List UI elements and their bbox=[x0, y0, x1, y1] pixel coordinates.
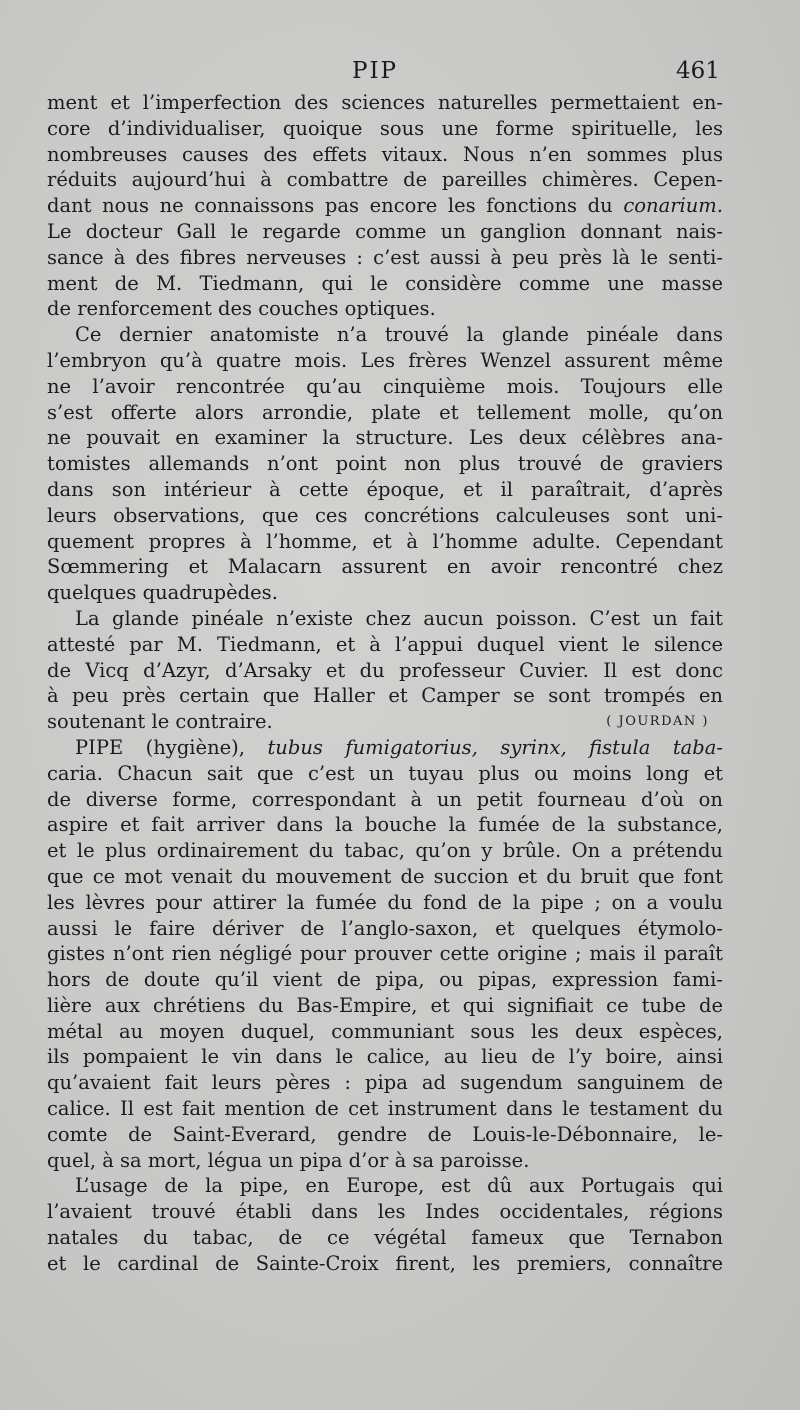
text-line: aspire et fait arriver dans la bouche la fumée de la substance, bbox=[47, 813, 723, 837]
paragraph-5 bbox=[47, 1173, 723, 1276]
author-signature: ( JOURDAN ) bbox=[606, 714, 709, 730]
text-line: quelques quadrupèdes. bbox=[47, 581, 278, 605]
text-line: sance à des fibres nerveuses : c’est aussi à peu près là le senti- bbox=[47, 245, 723, 269]
text-line: attesté par M. Tiedmann, et à l’appui duquel vient le silence bbox=[47, 632, 723, 656]
text-body bbox=[47, 90, 723, 1277]
text-line: caria. Chacun sait que c’est un tuyau plus ou moins long et bbox=[47, 761, 723, 785]
text-line: les lèvres pour attirer la fumée du fond de la pipe ; on a voulu bbox=[47, 890, 723, 914]
text-line: dans son intérieur à cette époque, et il paraîtrait, d’après bbox=[47, 477, 723, 501]
text-line: La glande pinéale n’existe chez aucun poisson. C’est un fait bbox=[75, 606, 723, 630]
entry-head: PIPE (hygiène), bbox=[75, 735, 245, 759]
text-line: quel, à sa mort, légua un pipa d’or à sa paroisse. bbox=[47, 1148, 530, 1172]
text-line: gistes n’ont rien négligé pour prouver cette origine ; mais il paraît bbox=[47, 942, 723, 966]
text-line: et le cardinal de Sainte-Croix firent, les premiers, connaître bbox=[47, 1251, 723, 1275]
text-line: à peu près certain que Haller et Camper se sont trompés en bbox=[47, 684, 723, 708]
text-line: Le docteur Gall le regarde comme un ganglion donnant nais- bbox=[47, 219, 723, 243]
text-line: Ce dernier anatomiste n’a trouvé la glande pinéale dans bbox=[75, 323, 723, 347]
text-line: tomistes allemands n’ont point non plus trouvé de graviers bbox=[47, 452, 723, 476]
text-line bbox=[47, 735, 723, 761]
text-line: de renforcement des couches optiques. bbox=[47, 297, 436, 321]
text-line: l’avaient trouvé établi dans les Indes occidentales, régions bbox=[47, 1200, 723, 1224]
text-segment: dant nous ne connaissons pas encore les fonctions du bbox=[47, 194, 613, 218]
text-line: hors de doute qu’il vient de pipa, ou pipas, expression fami- bbox=[47, 968, 723, 992]
paragraph-1 bbox=[47, 90, 723, 322]
text-line: métal au moyen duquel, communiant sous les deux espèces, bbox=[47, 1019, 723, 1043]
page-number: 461 bbox=[676, 58, 720, 84]
text-line: aussi le faire dériver de l’anglo-saxon, et quelques étymolo- bbox=[47, 916, 723, 940]
text-line: de diverse forme, correspondant à un petit fourneau d’où on bbox=[47, 787, 723, 811]
text-line: L’usage de la pipe, en Europe, est dû aux Portugais qui bbox=[75, 1174, 723, 1198]
text-line: ils pompaient le vin dans le calice, au lieu de l’y boire, ainsi bbox=[47, 1045, 723, 1069]
running-head: PIP bbox=[352, 58, 399, 84]
text-line: et le plus ordinairement du tabac, qu’on y brûle. On a prétendu bbox=[47, 839, 723, 863]
text-line: calice. Il est fait mention de cet instrument dans le testament du bbox=[47, 1097, 723, 1121]
text-line bbox=[47, 709, 723, 735]
paragraph-3 bbox=[47, 606, 723, 735]
text-line: de Vicq d’Azyr, d’Arsaky et du professeur Cuvier. Il est donc bbox=[47, 658, 723, 682]
text-line: leurs observations, que ces concrétions calculeuses sont uni- bbox=[47, 503, 723, 527]
text-line: que ce mot venait du mouvement de succion et du bruit que font bbox=[47, 864, 723, 888]
text-line: l’embryon qu’à quatre mois. Les frères Wenzel assurent même bbox=[47, 348, 723, 372]
text-line: lière aux chrétiens du Bas-Empire, et qui signifiait ce tube de bbox=[47, 993, 723, 1017]
page-header bbox=[0, 58, 800, 90]
text-line: core d’individualiser, quoique sous une forme spirituelle, les bbox=[47, 116, 723, 140]
text-line bbox=[47, 193, 723, 219]
text-segment: soutenant le contraire. bbox=[47, 710, 273, 734]
italic-latin-terms: tubus fumigatorius, syrinx, fistula taba- bbox=[267, 735, 723, 759]
text-line: quement propres à l’homme, et à l’homme adulte. Cependant bbox=[47, 529, 723, 553]
paragraph-4 bbox=[47, 735, 723, 1174]
text-line: ment et l’imperfection des sciences naturelles permettaient en- bbox=[47, 91, 723, 114]
text-line: ne pouvait en examiner la structure. Les deux célèbres ana- bbox=[47, 426, 723, 450]
text-line: nombreuses causes des effets vitaux. Nous n’en sommes plus bbox=[47, 142, 723, 166]
text-line: qu’avaient fait leurs pères : pipa ad sugendum sanguinem de bbox=[47, 1071, 723, 1095]
text-line: Sœmmering et Malacarn assurent en avoir rencontré chez bbox=[47, 555, 723, 579]
text-line: s’est offerte alors arrondie, plate et tellement molle, qu’on bbox=[47, 400, 723, 424]
text-line: natales du tabac, de ce végétal fameux que Ternabon bbox=[47, 1226, 723, 1250]
text-line: ne l’avoir rencontrée qu’au cinquième mois. Toujours elle bbox=[47, 374, 723, 398]
italic-term: conarium. bbox=[623, 194, 723, 218]
text-line: comte de Saint-Everard, gendre de Louis-le-Débonnaire, le- bbox=[47, 1122, 723, 1146]
text-line: ment de M. Tiedmann, qui le considère comme une masse bbox=[47, 271, 723, 295]
paragraph-2 bbox=[47, 322, 723, 606]
text-line: réduits aujourd’hui à combattre de pareilles chimères. Cepen- bbox=[47, 168, 723, 192]
